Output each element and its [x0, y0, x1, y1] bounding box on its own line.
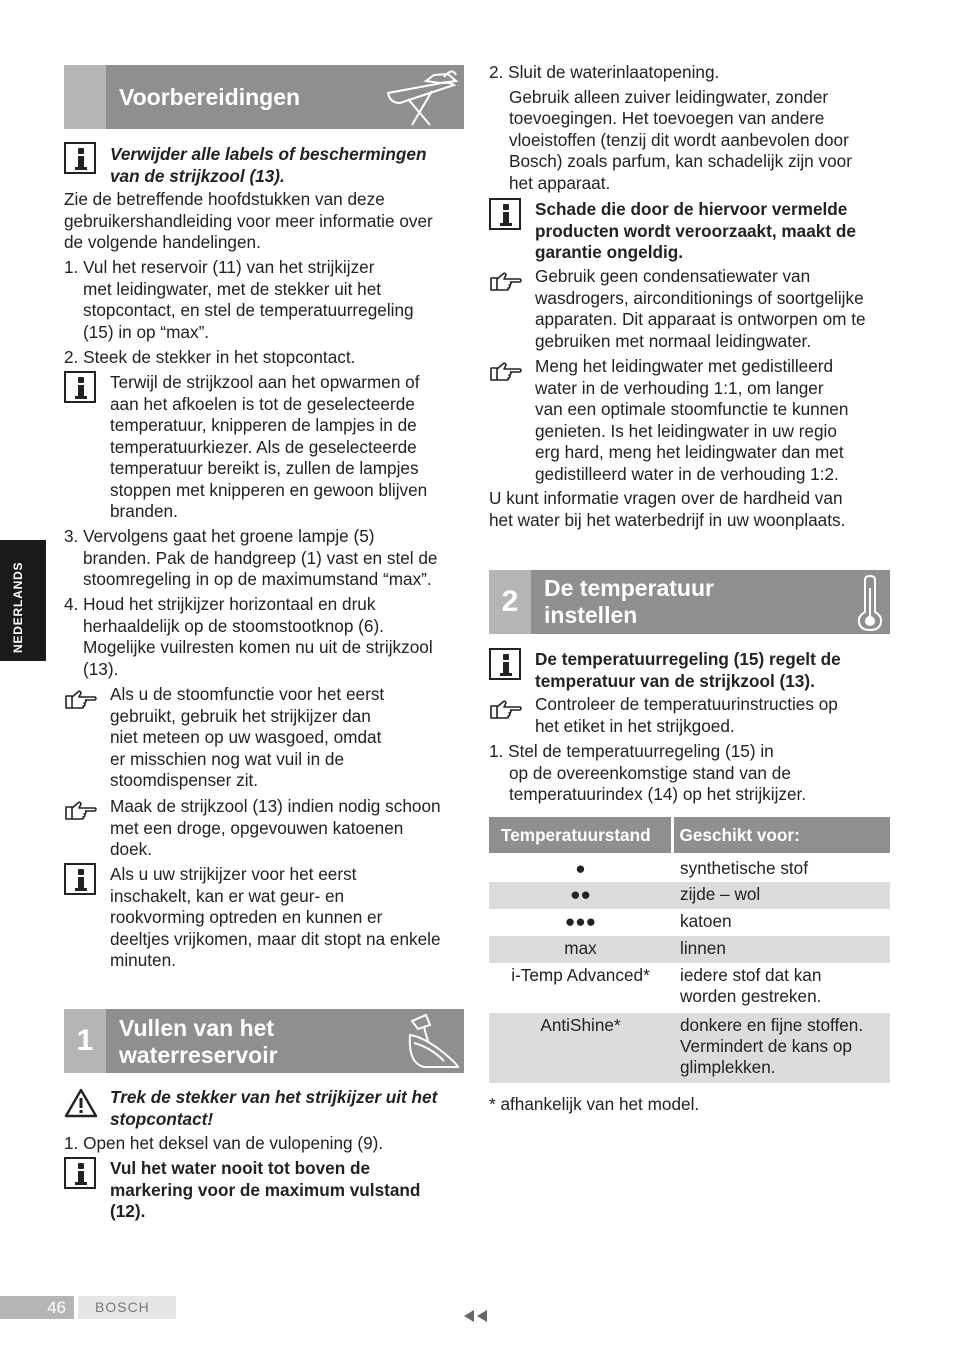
- thermometer-icon: [855, 574, 885, 632]
- temp-step-1: [489, 741, 891, 806]
- section-number: 1: [64, 1009, 106, 1073]
- text-line: temperatuur bereikt is, zullen de lampjes: [110, 458, 419, 478]
- table-cell-fabric: katoen: [680, 911, 732, 931]
- text-line: wasdrogers, airconditionings of soortgelijke: [535, 287, 864, 308]
- text-line: Bosch) zoals parfum, kan schadelijk zijn voor: [509, 151, 852, 171]
- side-tab-label: NEDERLANDS: [11, 561, 25, 653]
- section-header-preparations: [64, 65, 464, 129]
- text-line: van de strijkzool (13).: [110, 165, 285, 186]
- text-line: 2. Sluit de waterinlaatopening.: [489, 62, 720, 82]
- text-line: Vul het water nooit tot boven de: [110, 1158, 371, 1178]
- prep-note-bold: [110, 144, 465, 187]
- text-line: Trek de stekker van het strijkijzer uit het: [110, 1087, 438, 1107]
- language-side-tab: [0, 540, 46, 661]
- text-line: gebruikershandleiding voor meer informatie over: [64, 210, 433, 231]
- tip-mix-water: [535, 356, 890, 485]
- text-line: stopcontact!: [110, 1108, 214, 1129]
- text-line: Terwijl de strijkzool aan het opwarmen of: [110, 372, 420, 392]
- text-line: temperatuur, knipperen de lampjes in de: [110, 415, 417, 435]
- text-line: (15) in op “max”.: [83, 321, 210, 342]
- tip-label: [535, 694, 890, 737]
- text-line: het etiket in het strijkgoed.: [535, 715, 735, 736]
- prep-step-4: [64, 594, 464, 680]
- double-left-arrow-icon[interactable]: [462, 1308, 490, 1324]
- ironing-board-icon: [382, 69, 462, 127]
- temperature-table: [489, 817, 890, 1083]
- prep-step-3: [64, 526, 464, 591]
- info-icon: [64, 142, 96, 174]
- table-cell-fabric: donkere en fijne stoffen. Vermindert de kans op glimplekken.: [672, 1013, 890, 1083]
- table-header-fabric: Geschikt voor:: [672, 817, 890, 853]
- text-line: temperatuur van de strijkzool (13).: [535, 670, 815, 691]
- brand-label: BOSCH: [78, 1296, 176, 1319]
- text-line: inschakelt, kan er wat geur- en: [110, 885, 345, 906]
- tip-clean: [110, 796, 465, 861]
- page-number: 46: [0, 1296, 74, 1319]
- title-line: instellen: [544, 602, 638, 628]
- section-title: [119, 1015, 278, 1069]
- text-line: stopcontact, en stel de temperatuurregeling: [83, 300, 414, 320]
- prep-intro: [64, 189, 464, 254]
- prep-step-1: [64, 257, 464, 343]
- table-row: [489, 853, 890, 882]
- text-line: Als u uw strijkijzer voor het eerst: [110, 864, 357, 884]
- text-line: van een optimale stoomfunctie te kunnen: [535, 399, 849, 419]
- text-line: met een droge, opgevouwen katoenen: [110, 817, 404, 838]
- text-line: Zie de betreffende hoofdstukken van deze: [64, 189, 385, 209]
- section-number-block: [64, 65, 106, 129]
- table-cell-setting: ●●: [489, 882, 672, 909]
- text-line: minuten.: [110, 950, 176, 970]
- section-header-temperature: [489, 570, 890, 634]
- table-header-setting: Temperatuurstand: [489, 817, 672, 853]
- text-line: (13).: [83, 658, 119, 679]
- section-header-fill-reservoir: [64, 1009, 464, 1073]
- table-row: [489, 936, 890, 963]
- table-row: [489, 882, 890, 909]
- text-line: doek.: [110, 839, 153, 859]
- table-cell-setting: AntiShine*: [489, 1013, 672, 1083]
- table-cell-fabric: synthetische stof: [680, 858, 809, 878]
- prep-step-2: 2. Steek de stekker in het stopcontact.: [64, 347, 356, 367]
- table-cell-setting: ●: [575, 858, 586, 878]
- text-line: Schade die door de hiervoor vermelde: [535, 199, 848, 219]
- text-line: (12).: [110, 1201, 146, 1221]
- text-line: op de overeenkomstige stand van de: [509, 762, 791, 783]
- text-line: branden. Pak de handgreep (1) vast en stel de: [83, 547, 438, 568]
- title-line: De temperatuur: [544, 575, 714, 601]
- text-line: De temperatuurregeling (15) regelt de: [535, 649, 841, 669]
- text-line: markering voor de maximum vulstand: [110, 1179, 421, 1200]
- text-line: apparaten. Dit apparaat is ontworpen om te: [535, 309, 866, 329]
- fill-step-1: 1. Open het deksel van de vulopening (9).: [64, 1133, 384, 1153]
- text-line: de volgende handelingen.: [64, 232, 261, 252]
- pointing-hand-icon: [64, 688, 98, 710]
- text-line: Controleer de temperatuurinstructies op: [535, 694, 838, 714]
- warning-triangle-icon: [64, 1088, 98, 1118]
- table-cell-fabric: linnen: [672, 936, 890, 963]
- footnote: * afhankelijk van het model.: [489, 1094, 700, 1114]
- text-line: gebruiken met normaal leidingwater.: [535, 330, 812, 351]
- text-line: stoomdispenser zit.: [110, 770, 259, 790]
- text-line: Als u de stoomfunctie voor het eerst: [110, 684, 385, 704]
- text-line: 3. Vervolgens gaat het groene lampje (5): [64, 526, 375, 546]
- section-number: 2: [489, 570, 531, 634]
- iron-filling-icon: [404, 1013, 462, 1069]
- info-icon: [64, 371, 96, 403]
- fill-step-2: [489, 62, 891, 194]
- note-lamps: [110, 372, 465, 523]
- text-line: erg hard, meng het leidingwater dan met: [535, 442, 844, 462]
- text-line: toevoegingen. Het toevoegen van andere: [509, 108, 825, 128]
- text-line: rookvorming optreden en kunnen er: [110, 907, 383, 927]
- table-cell-fabric: zijde – wol: [672, 882, 890, 909]
- table-row: [489, 909, 890, 936]
- info-icon: [64, 863, 96, 895]
- text-line: gebruikt, gebruik het strijkijzer dan: [110, 705, 371, 726]
- text-line: Verwijder alle labels of beschermingen: [110, 144, 427, 164]
- pointing-hand-icon: [489, 698, 523, 720]
- pointing-hand-icon: [64, 799, 98, 821]
- section-title: Voorbereidingen: [119, 84, 301, 110]
- text-line: 4. Houd het strijkijzer horizontaal en druk: [64, 594, 376, 614]
- text-line: producten wordt veroorzaakt, maakt de: [535, 220, 856, 241]
- text-line: temperatuurindex (14) op het strijkijzer.: [509, 784, 807, 804]
- hardness-info: [489, 488, 891, 531]
- text-line: genieten. Is het leidingwater in uw regio: [535, 420, 837, 441]
- note-smell: [110, 864, 465, 972]
- info-icon: [64, 1157, 96, 1189]
- warn-unplug: [110, 1087, 465, 1130]
- info-icon: [489, 198, 521, 230]
- text-line: Maak de strijkzool (13) indien nodig schoon: [110, 796, 441, 816]
- text-line: Gebruik geen condensatiewater van: [535, 266, 811, 286]
- text-line: vloeistoffen (tenzij dit wordt aanbevolen door: [509, 129, 849, 150]
- note-damage: [535, 199, 890, 264]
- note-max-level: [110, 1158, 465, 1223]
- text-line: deeltjes vrijkomen, maar dit stopt na enkele: [110, 928, 441, 949]
- text-line: 1. Stel de temperatuurregeling (15) in: [489, 741, 774, 761]
- text-line: U kunt informatie vragen over de hardheid van: [489, 488, 843, 508]
- text-line: niet meteen op uw wasgoed, omdat: [110, 727, 382, 747]
- table-header-row: [489, 817, 890, 853]
- text-line: het apparaat.: [509, 172, 611, 193]
- text-line: Mogelijke vuilresten komen nu uit de strijkzool: [83, 637, 433, 657]
- text-line: temperatuurkiezer. Als de geselecteerde: [110, 436, 417, 457]
- pointing-hand-icon: [489, 270, 523, 292]
- table-cell-setting: max: [489, 936, 672, 963]
- title-line: Vullen van het: [119, 1015, 275, 1041]
- text-line: 1. Vul het reservoir (11) van het strijkijzer: [64, 257, 375, 277]
- tip-first-steam: [110, 684, 465, 792]
- text-line: water in de verhouding 1:1, om langer: [535, 377, 824, 398]
- text-line: Gebruik alleen zuiver leidingwater, zonder: [509, 86, 829, 107]
- table-row: [489, 1013, 890, 1083]
- table-cell-setting: i-Temp Advanced*: [511, 965, 650, 985]
- pointing-hand-icon: [489, 360, 523, 382]
- text-line: met leidingwater, met de stekker uit het: [83, 278, 382, 299]
- text-line: het water bij het waterbedrijf in uw woonplaats.: [489, 509, 846, 530]
- note-temperature: [535, 649, 890, 692]
- table-row: [489, 963, 890, 1013]
- table-cell-setting: ●●●: [564, 911, 597, 931]
- text-line: aan het afkoelen is tot de geselecteerde: [110, 393, 415, 414]
- text-line: herhaaldelijk op de stoomstootknop (6).: [83, 615, 384, 636]
- text-line: gedistilleerd water in de verhouding 1:2.: [535, 463, 839, 484]
- section-title: [544, 575, 714, 629]
- info-icon: [489, 648, 521, 680]
- text-line: branden.: [110, 501, 178, 521]
- text-line: stoppen met knipperen en gewoon blijven: [110, 479, 428, 500]
- title-line: waterreservoir: [119, 1042, 278, 1068]
- text-line: garantie ongeldig.: [535, 242, 684, 262]
- text-line: Meng het leidingwater met gedistilleerd: [535, 356, 834, 376]
- text-line: er misschien nog wat vuil in de: [110, 748, 345, 769]
- tip-condensate: [535, 266, 895, 352]
- table-cell-fabric: iedere stof dat kan worden gestreken.: [680, 965, 822, 1006]
- text-line: stoomregeling in op de maximumstand “max”.: [83, 569, 432, 589]
